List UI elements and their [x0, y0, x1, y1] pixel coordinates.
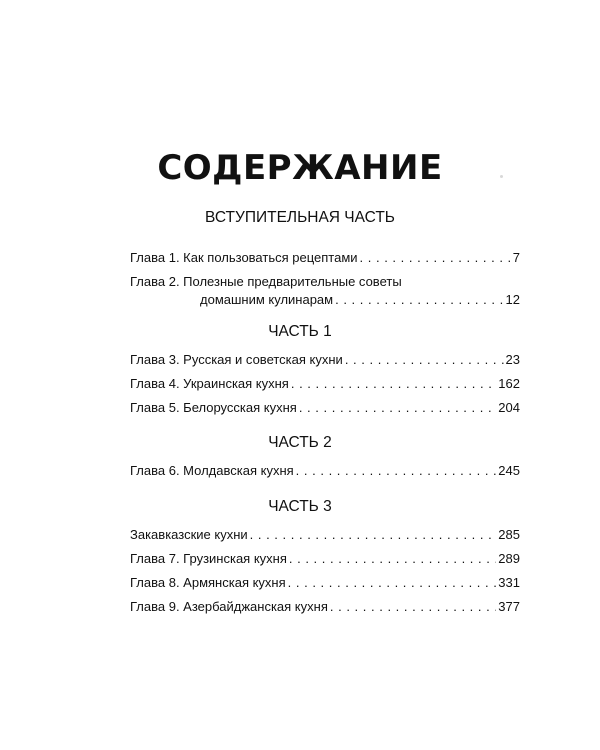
toc-page-number: 377	[498, 599, 520, 614]
toc-entry-label: Глава 7. Грузинская кухня	[130, 551, 287, 566]
dot-leader	[250, 526, 497, 544]
toc-page-number: 204	[498, 400, 520, 415]
toc-entry-chapter-8[interactable]	[130, 574, 520, 592]
toc-entry-label: Закавказские кухни	[130, 527, 248, 542]
toc-page-number: 12	[505, 292, 520, 307]
toc-entry-label-continued: домашним кулинарам	[200, 292, 334, 307]
dot-leader	[299, 399, 496, 417]
toc-entry-label: Глава 3. Русская и советская кухни	[130, 352, 343, 367]
toc-entry-chapter-9[interactable]	[130, 598, 520, 616]
dot-leader	[289, 550, 496, 568]
page-title: СОДЕРЖАНИЕ	[157, 148, 443, 188]
section-heading-part-2: ЧАСТЬ 2	[268, 434, 332, 451]
toc-entry-chapter-3[interactable]	[130, 351, 520, 369]
section-heading-intro: ВСТУПИТЕЛЬНАЯ ЧАСТЬ	[205, 209, 395, 226]
section-heading-part-1: ЧАСТЬ 1	[268, 323, 332, 340]
toc-page-number: 162	[498, 376, 520, 391]
toc-entry-label: Глава 8. Армянская кухня	[130, 575, 286, 590]
toc-entry-chapter-2[interactable]	[130, 273, 520, 309]
dot-leader	[345, 351, 504, 369]
dot-leader	[288, 574, 497, 592]
toc-entry-label: Глава 4. Украинская кухня	[130, 376, 289, 391]
toc-entry-transcaucasian[interactable]	[130, 526, 520, 544]
toc-page-number: 7	[512, 250, 520, 265]
section-heading-part-3: ЧАСТЬ 3	[268, 498, 332, 515]
dot-leader	[360, 249, 511, 267]
toc-entry-chapter-1[interactable]	[130, 249, 520, 267]
toc-entry-chapter-5[interactable]	[130, 399, 520, 417]
toc-page-number: 23	[505, 352, 520, 367]
toc-entry-label: Глава 5. Белорусская кухня	[130, 400, 297, 415]
toc-page-number: 289	[498, 551, 520, 566]
toc-entry-label: Глава 1. Как пользоваться рецептами	[130, 250, 358, 265]
toc-entry-chapter-6[interactable]	[130, 462, 520, 480]
toc-entry-chapter-4[interactable]	[130, 375, 520, 393]
toc-page-number: 331	[498, 575, 520, 590]
toc-page-number: 285	[498, 527, 520, 542]
toc-entry-label: Глава 2. Полезные предварительные советы	[130, 274, 402, 289]
toc-entry-label: Глава 9. Азербайджанская кухня	[130, 599, 328, 614]
toc-page-number: 245	[498, 463, 520, 478]
dot-leader	[291, 375, 496, 393]
toc-entry-label: Глава 6. Молдавская кухня	[130, 463, 294, 478]
dot-leader	[296, 462, 497, 480]
toc-entry-chapter-7[interactable]	[130, 550, 520, 568]
dot-leader	[335, 291, 503, 309]
dot-leader	[330, 598, 496, 616]
